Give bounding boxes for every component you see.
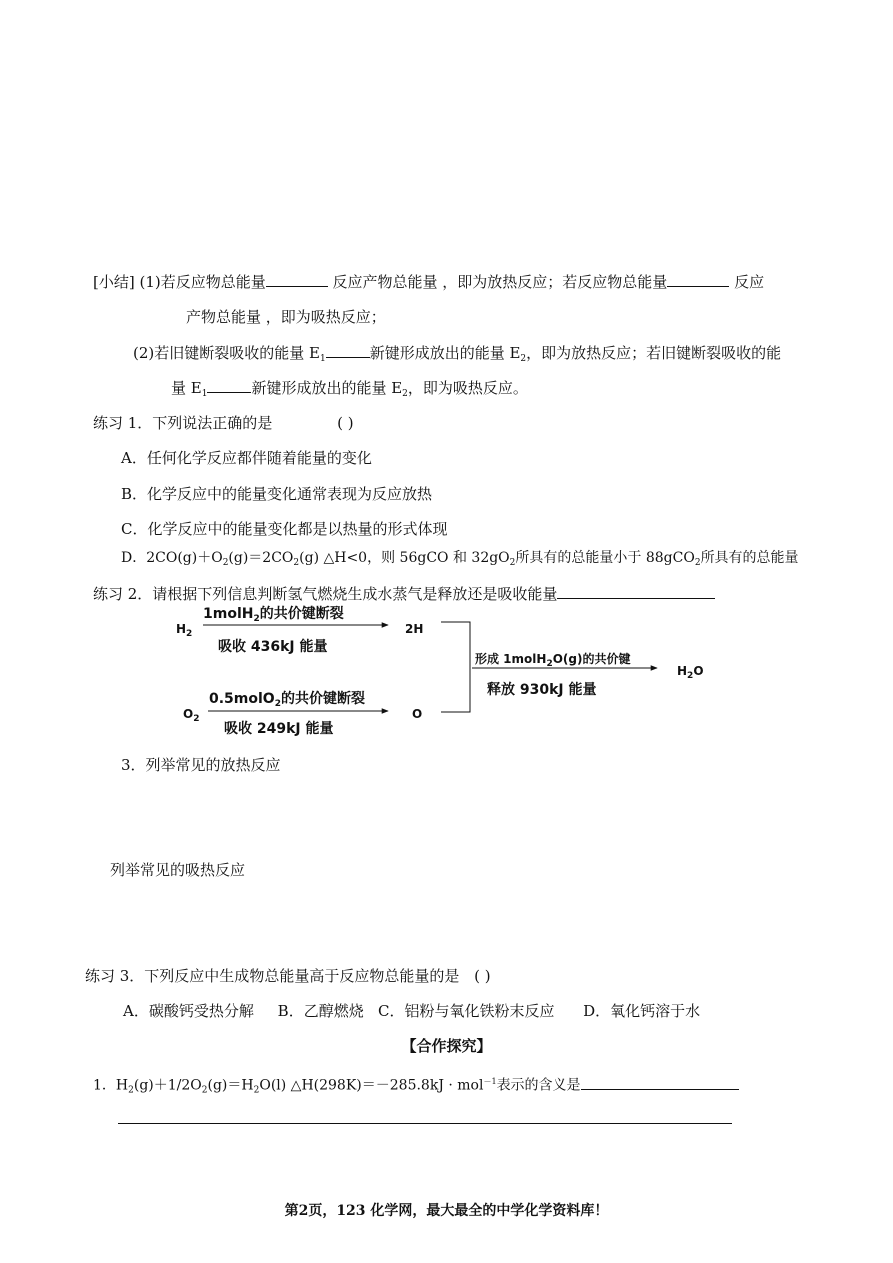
o-label: O xyxy=(412,707,423,721)
exercise-1-option-b: B．化学反应中的能量变化通常表现为反应放热 xyxy=(121,485,433,503)
answer-line[interactable] xyxy=(118,1123,732,1124)
exothermic-prompt: 3．列举常见的放热反应 xyxy=(121,756,281,774)
summary-line-4: 量 $E_1$ 新键形成放出的能量 $E_2$，即为吸热反应。 xyxy=(171,379,528,399)
exercise-2-title: 练习 2．请根据下列信息判断氢气燃烧生成水蒸气是释放还是吸收能量 xyxy=(93,584,715,604)
h2-label: $H_2$ xyxy=(176,622,193,639)
o2-absorb-label: 吸收 249kJ 能量 xyxy=(224,721,334,737)
exercise-1-option-d: D．$2CO(g)+O_2(g)=2CO_2(g)$ △H<0，则 56gCO 和 $32gO_2$所具有的总能量小于 88gCO$_2$所具有的总能量 xyxy=(121,550,799,568)
summary-line-1: [小结] (1)若反应物总能量 反应产物总能量 ，即为放热反应；若反应物总能量 反应 xyxy=(93,273,765,291)
section-heading: 【合作探究】 xyxy=(401,1037,492,1055)
h2o-arrow-label: 形成 1molH$_2$O(g)的共价键 xyxy=(475,652,631,669)
page-footer: 第2页，123 化学网，最大最全的中学化学资料库！ xyxy=(284,1203,609,1219)
h2o-label: $H_2O$ xyxy=(677,664,704,681)
h2-absorb-label: 吸收 436kJ 能量 xyxy=(218,639,328,655)
exercise-3-options: A．碳酸钙受热分解 B．乙醇燃烧 C．铝粉与氧化铁粉末反应 D．氧化钙溶于水 xyxy=(123,1002,701,1020)
summary-line-2: 产物总能量 ，即为吸热反应； xyxy=(186,308,386,326)
endothermic-prompt: 列举常见的吸热反应 xyxy=(110,861,246,879)
two-h-label: 2H xyxy=(405,622,424,636)
exercise-3-title: 练习 3．下列反应中生成物总能量高于反应物总能量的是 ( ) xyxy=(85,967,491,985)
o2-arrow-label: 0.5molO$_2$的共价键断裂 xyxy=(209,691,365,709)
exercise-1-option-c: C．化学反应中的能量变化都是以热量的形式体现 xyxy=(121,520,448,538)
answer-blank[interactable] xyxy=(581,1075,739,1090)
summary-line-3: (2)若旧键断裂吸收的能量 $E_1$ 新键形成放出的能量 $E_2$，即为放热反应；若旧键断裂吸收的能 xyxy=(133,344,782,364)
exercise-1-title: 练习 1．下列说法正确的是 ( ) xyxy=(93,414,354,432)
exercise-1-option-a: A．任何化学反应都伴随着能量的变化 xyxy=(121,449,372,467)
coop-question-1: 1．$H_2(g)+1/2O_2(g)=H_2O(l)$ △H(298K)＝－285.8kJ · mol$^{-1}$表示的含义是 xyxy=(93,1072,739,1096)
o2-label: $O_2$ xyxy=(183,707,200,724)
bracket-line xyxy=(441,622,470,712)
answer-paren[interactable]: ( ) xyxy=(337,414,354,432)
summary-tag: [小结] xyxy=(93,273,135,291)
h2-arrow-label: 1molH$_2$的共价键断裂 xyxy=(203,606,344,624)
answer-paren[interactable]: ( ) xyxy=(474,967,491,985)
h2o-release-label: 释放 930kJ 能量 xyxy=(487,682,597,698)
